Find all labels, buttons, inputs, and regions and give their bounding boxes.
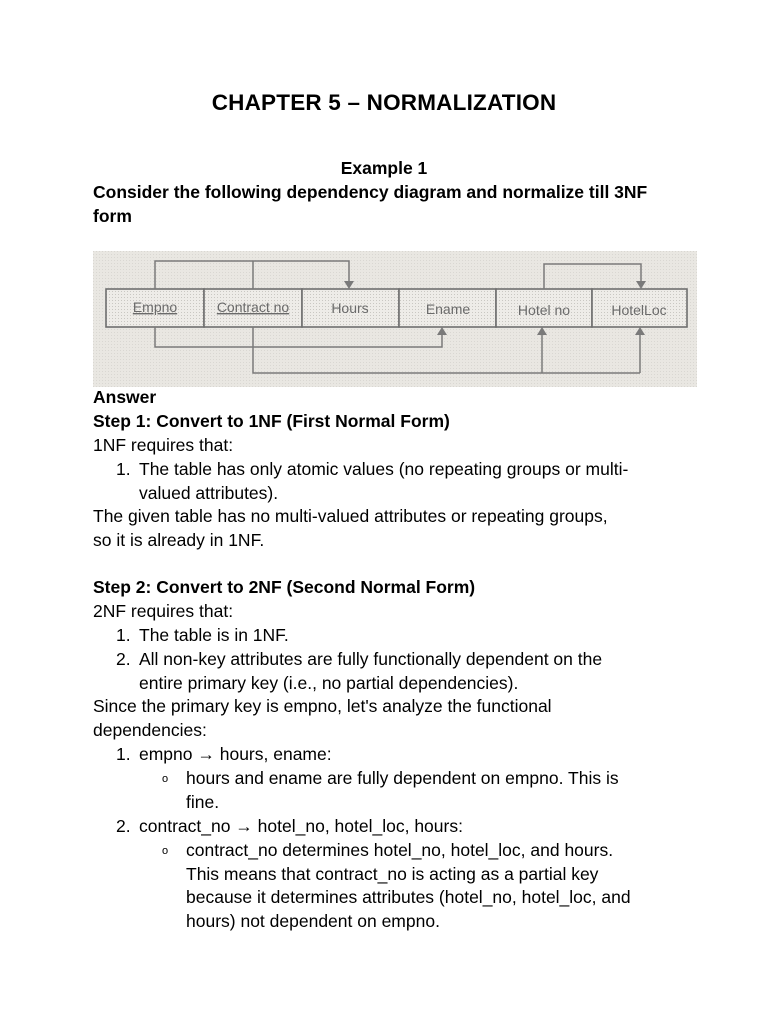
step2-heading: Step 2: Convert to 2NF (Second Normal Form) — [93, 577, 476, 597]
attr-label-ename: Ename — [425, 301, 471, 317]
step1-conclusion-line-2: so it is already in 1NF. — [93, 530, 265, 550]
step2-analysis-line-1: Since the primary key is empno, let's analyze the functional — [93, 696, 552, 716]
attr-label-hotel-no: Hotel no — [517, 302, 571, 318]
step1-conclusion-line-1: The given table has no multi-valued attributes or repeating groups, — [93, 506, 608, 526]
step1-requires: 1NF requires that: — [93, 435, 234, 455]
attr-label-empno: Empno — [132, 299, 178, 315]
dependency-2-note-line-4: hours) not dependent on empno. — [186, 911, 440, 931]
step1-item-1-line-2: valued attributes). — [139, 483, 279, 503]
step2-item-2-number: 2. — [116, 649, 131, 669]
question-line-2: form — [93, 206, 132, 226]
step1-item-1-line-1: The table has only atomic values (no repeating groups or multi- — [139, 459, 629, 479]
answer-heading: Answer — [93, 387, 157, 407]
dependency-diagram — [93, 251, 697, 387]
dependency-1-note-line-1: hours and ename are fully dependent on empno. This is — [186, 768, 619, 788]
step2-item-1-line-1: The table is in 1NF. — [139, 625, 289, 645]
step2-item-1-number: 1. — [116, 625, 131, 645]
dependency-1-number: 1. — [116, 744, 131, 764]
attr-label-hours: Hours — [331, 300, 369, 316]
dependency-2-note-line-2: This means that contract_no is acting as a partial key — [186, 864, 599, 884]
attr-label-contract-no: Contract no — [216, 299, 290, 315]
step1-item-1-number: 1. — [116, 459, 131, 479]
dependency-2-note-line-3: because it determines attributes (hotel_no, hotel_loc, and — [186, 887, 631, 907]
dependency-2-text: contract_no → hotel_no, hotel_loc, hours: — [139, 816, 463, 836]
attr-label-hotelloc: HotelLoc — [611, 302, 667, 318]
dependency-2-number: 2. — [116, 816, 131, 836]
dependency-1-text: empno → hours, ename: — [139, 744, 332, 764]
example-heading: Example 1 — [340, 158, 428, 178]
chapter-title: CHAPTER 5 – NORMALIZATION — [211, 90, 557, 115]
question-line-1: Consider the following dependency diagram and normalize till 3NF — [93, 182, 648, 202]
step2-analysis-line-2: dependencies: — [93, 720, 207, 740]
dependency-2-bullet-icon: o — [162, 845, 169, 857]
dependency-1-note-line-2: fine. — [186, 792, 220, 812]
dependency-1-bullet-icon: o — [162, 773, 169, 785]
step2-requires: 2NF requires that: — [93, 601, 234, 621]
step2-item-2-line-1: All non-key attributes are fully functionally dependent on the — [139, 649, 603, 669]
dependency-2-note-line-1: contract_no determines hotel_no, hotel_loc, and hours. — [186, 840, 614, 860]
step1-heading: Step 1: Convert to 1NF (First Normal Form) — [93, 411, 450, 431]
step2-item-2-line-2: entire primary key (i.e., no partial dependencies). — [139, 673, 519, 693]
